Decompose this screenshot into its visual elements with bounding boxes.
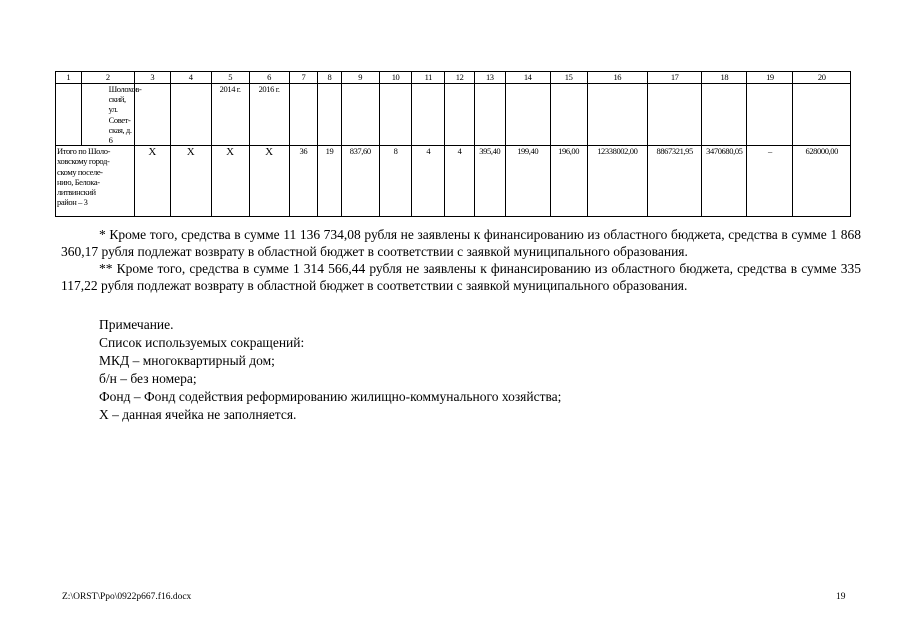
table-cell: 4 <box>412 146 445 217</box>
table-cell <box>587 84 647 146</box>
note-line: Фонд – Фонд содействия реформированию жилищно-коммунального хозяйства; <box>99 389 562 404</box>
table-row-total <box>56 146 851 217</box>
year-cell: 2014 г. <box>211 84 249 146</box>
table-cell: 36 <box>289 146 318 217</box>
column-header: 3 <box>134 72 170 84</box>
table-cell <box>648 84 702 146</box>
table-cell: 12338002,00 <box>587 146 647 217</box>
column-header: 1 <box>56 72 82 84</box>
year-cell: 2016 г. <box>249 84 289 146</box>
table-cell <box>550 84 587 146</box>
column-header: 5 <box>211 72 249 84</box>
footnote: ** Кроме того, средства в сумме 1 314 566,44 рубля не заявлены к финансированию из областного бюджета, средства в сумме 335 117,22 рубля подлежат возврату в областной бюджет в соответствии с заявкой муниципального образования. <box>61 261 861 293</box>
table-cell <box>170 84 211 146</box>
column-header: 17 <box>648 72 702 84</box>
column-header: 19 <box>747 72 793 84</box>
table-cell <box>379 84 412 146</box>
column-header: 11 <box>412 72 445 84</box>
total-label-line: ховскому город- <box>57 156 110 167</box>
column-header: 10 <box>379 72 412 84</box>
table-cell: X <box>211 146 249 217</box>
footer-file-path: Z:\ORST\Ppo\0922p667.f16.docx <box>62 592 192 602</box>
table-cell: – <box>747 146 793 217</box>
notes-section <box>99 316 561 424</box>
table-cell <box>445 84 475 146</box>
data-table <box>55 71 851 217</box>
table-cell: X <box>134 146 170 217</box>
table-cell: 199,40 <box>505 146 550 217</box>
table-header-row <box>56 72 851 84</box>
note-line: Примечание. <box>99 317 174 332</box>
total-label-line: литвинский <box>57 186 96 197</box>
total-label-line: скому поселе- <box>57 166 103 177</box>
note-line: Список используемых сокращений: <box>99 335 305 350</box>
table-row <box>56 84 851 146</box>
total-label-line: район – 3 <box>57 197 88 208</box>
table-cell: X <box>249 146 289 217</box>
column-header: 6 <box>249 72 289 84</box>
table-cell <box>289 84 318 146</box>
table-cell <box>793 84 851 146</box>
table-cell <box>412 84 445 146</box>
table-cell <box>474 84 505 146</box>
footnote: * Кроме того, средства в сумме 11 136 734,08 рубля не заявлены к финансированию из областного бюджета, средства в сумме 1 868 360,17 рубля подлежат возврату в областной бюджет в соответствии с заявкой муниципального образования. <box>61 227 861 259</box>
table-cell <box>341 84 379 146</box>
column-header: 14 <box>505 72 550 84</box>
page-number: 19 <box>836 592 846 602</box>
table-cell: 395,40 <box>474 146 505 217</box>
column-header: 7 <box>289 72 318 84</box>
table-cell <box>56 84 82 146</box>
note-line: X – данная ячейка не заполняется. <box>99 407 297 422</box>
table-cell <box>747 84 793 146</box>
column-header: 8 <box>318 72 342 84</box>
column-header: 16 <box>587 72 647 84</box>
address-line: ская, д. 6 <box>108 124 132 145</box>
table-cell: 4 <box>445 146 475 217</box>
table-cell: X <box>170 146 211 217</box>
table-cell: 837,60 <box>341 146 379 217</box>
note-line: б/н – без номера; <box>99 371 197 386</box>
table-cell <box>702 84 747 146</box>
footnotes <box>61 226 861 294</box>
table-cell <box>318 84 342 146</box>
address-cell <box>81 84 142 146</box>
address-line: Шолохов- <box>108 84 142 94</box>
column-header: 15 <box>550 72 587 84</box>
table-cell: 8 <box>379 146 412 217</box>
total-label-cell <box>56 146 135 217</box>
address-line: ский, <box>108 94 126 105</box>
table-cell: 8867321,95 <box>648 146 702 217</box>
table-cell: 3470680,05 <box>702 146 747 217</box>
table-cell: 196,00 <box>550 146 587 217</box>
column-header: 18 <box>702 72 747 84</box>
total-label-line: нию, Белока- <box>57 176 100 187</box>
column-header: 13 <box>474 72 505 84</box>
column-header: 12 <box>445 72 475 84</box>
table-cell: 628000,00 <box>793 146 851 217</box>
address-line: ул. Совет- <box>108 104 131 125</box>
note-line: МКД – многоквартирный дом; <box>99 353 275 368</box>
column-header: 2 <box>81 72 134 84</box>
table-cell: 19 <box>318 146 342 217</box>
total-label-line: Итого по Шоло- <box>57 146 110 157</box>
table-cell <box>505 84 550 146</box>
column-header: 4 <box>170 72 211 84</box>
column-header: 9 <box>341 72 379 84</box>
column-header: 20 <box>793 72 851 84</box>
